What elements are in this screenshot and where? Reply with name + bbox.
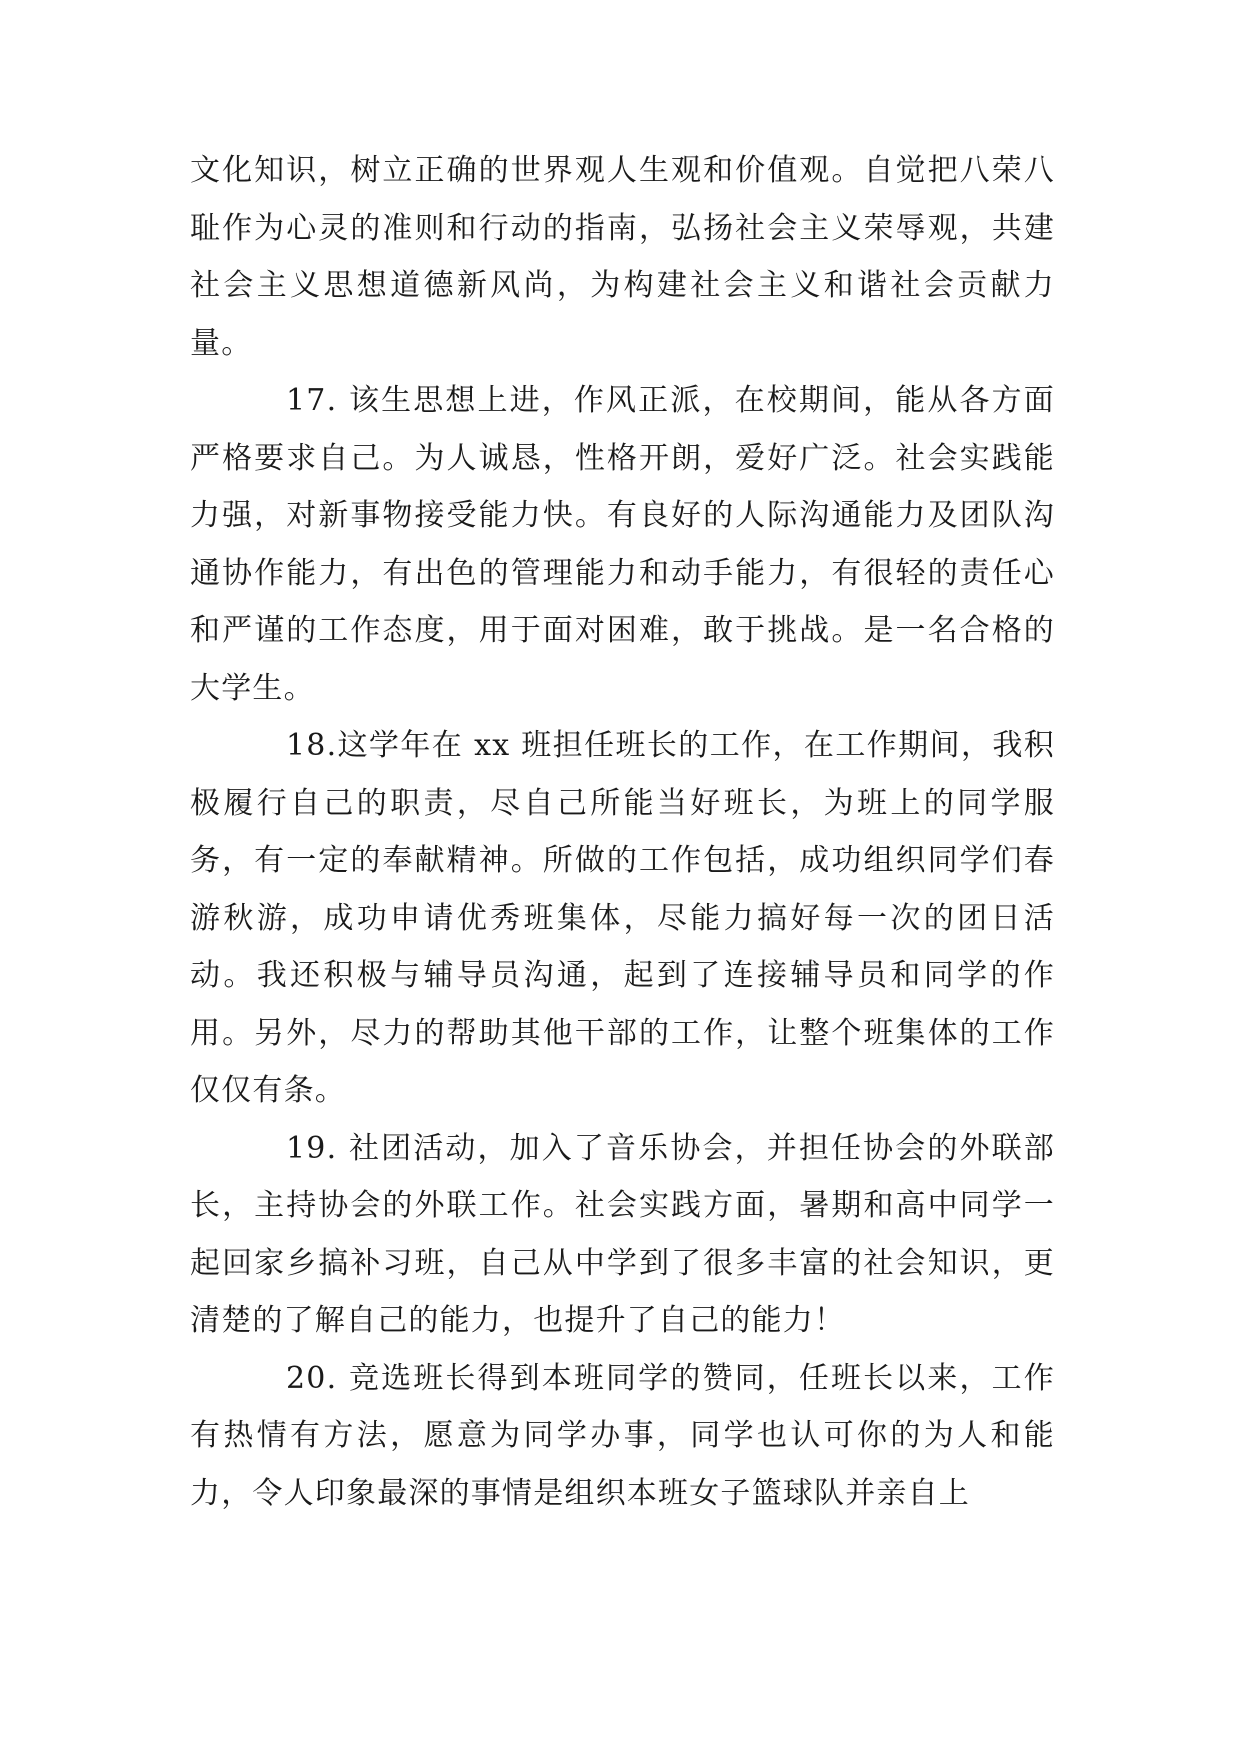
paragraph-item-19: 19. 社团活动，加入了音乐协会，并担任协会的外联部长，主持协会的外联工作。社会实践方面，暑期和高中同学一起回家乡搞补习班，自己从中学到了很多丰富的社会知识，更清楚的了解自己的能力，也提升了自己的能力！ bbox=[190, 1130, 1055, 1338]
paragraph-continuation: 文化知识，树立正确的世界观人生观和价值观。自觉把八荣八耻作为心灵的准则和行动的指南，弘扬社会主义荣辱观，共建社会主义思想道德新风尚，为构建社会主义和谐社会贡献力量。 bbox=[190, 153, 1055, 361]
paragraph-item-18: 18.这学年在 xx 班担任班长的工作，在工作期间，我积极履行自己的职责，尽自己所能当好班长，为班上的同学服务，有一定的奉献精神。所做的工作包括，成功组织同学们春游秋游，成功申请优秀班集体，尽能力搞好每一次的团日活动。我还积极与辅导员沟通，起到了连接辅导员和同学的作用。另外，尽力的帮助其他干部的工作，让整个班集体的工作仅仅有条。 bbox=[190, 728, 1055, 1108]
paragraph-item-17: 17. 该生思想上进，作风正派，在校期间，能从各方面严格要求自己。为人诚恳，性格开朗，爱好广泛。社会实践能力强，对新事物接受能力快。有良好的人际沟通能力及团队沟通协作能力，有出色的管理能力和动手能力，有很轻的责任心和严谨的工作态度，用于面对困难，敢于挑战。是一名合格的大学生。 bbox=[190, 383, 1055, 706]
paragraph-item-20: 20. 竞选班长得到本班同学的赞同，任班长以来，工作有热情有方法，愿意为同学办事，同学也认可你的为人和能力，令人印象最深的事情是组织本班女子篮球队并亲自上 bbox=[190, 1360, 1055, 1511]
document-page bbox=[190, 142, 1055, 1522]
